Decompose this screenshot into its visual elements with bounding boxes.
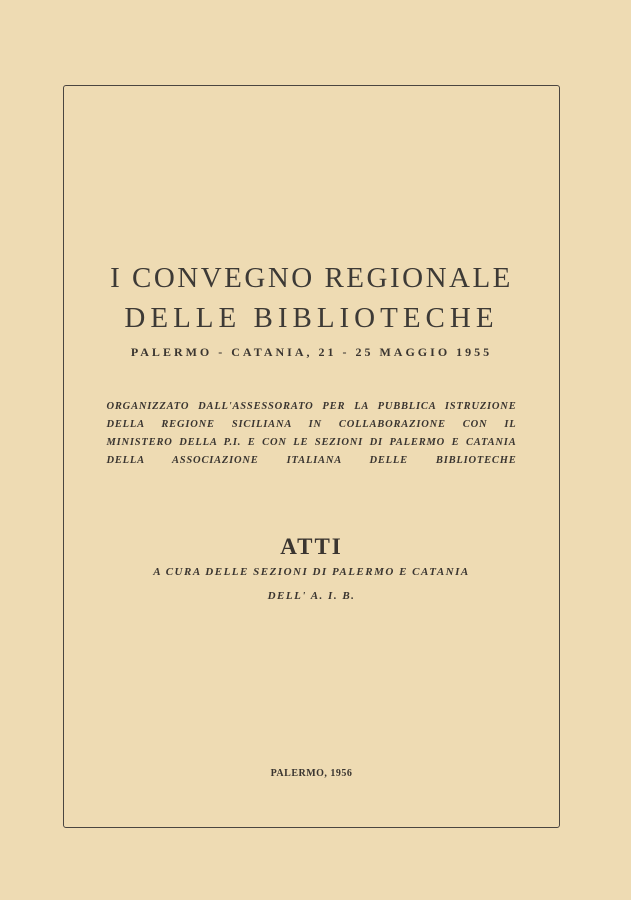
organizer-line: MINISTERO DELLA P.I. E CON LE SEZIONI DI PALERMO E CATANIA: [106, 437, 517, 448]
organizer-line: DELLA ASSOCIAZIONE ITALIANA DELLE BIBLIOTECHE: [106, 455, 517, 466]
organizer-block: [63, 398, 560, 470]
title-line-1: I CONVEGNO REGIONALE: [110, 262, 513, 294]
place-date: PALERMO - CATANIA, 21 - 25 MAGGIO 1955: [130, 345, 493, 359]
title-line-2: DELLE BIBLIOTECHE: [124, 302, 499, 334]
imprint: PALERMO, 1956: [270, 768, 353, 779]
organizer-line: DELLA REGIONE SICILIANA IN COLLABORAZIONE CON IL: [106, 419, 517, 430]
editor-line-1: A CURA DELLE SEZIONI DI PALERMO E CATANIA: [153, 566, 470, 578]
editor-line-2: DELL' A. I. B.: [267, 590, 356, 602]
atti-heading: ATTI: [280, 534, 343, 559]
organizer-line: ORGANIZZATO DALL'ASSESSORATO PER LA PUBBLICA ISTRUZIONE: [106, 401, 517, 412]
